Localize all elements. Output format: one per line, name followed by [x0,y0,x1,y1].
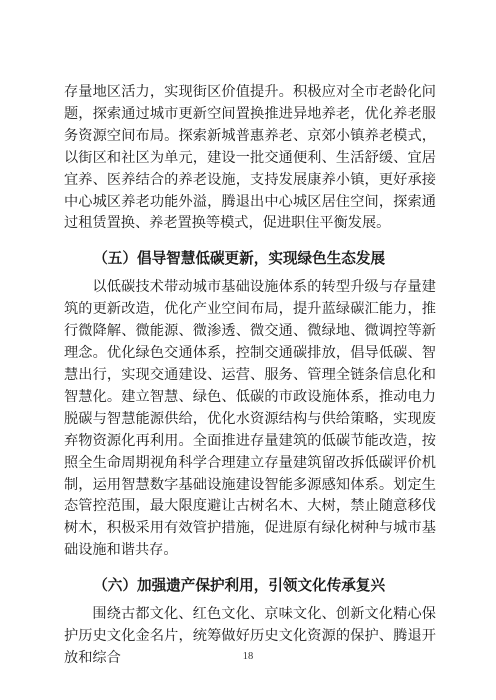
paragraph-heritage: 围绕古都文化、红色文化、京味文化、创新文化精心保护历史文化金名片，统筹做好历史文化资源的保护、腾退开放和综合 [64,606,436,666]
section-heading-6: （六）加强遗产保护利用，引领文化传承复兴 [93,577,386,595]
section-heading-5: （五）倡导智慧低碳更新，实现绿色生态发展 [93,250,386,268]
page-number: 18 [242,651,254,662]
page-body [64,82,436,670]
paragraph-low-carbon: 以低碳技术带动城市基础设施体系的转型升级与存量建筑的更新改造，优化产业空间布局，提升蓝绿碳汇能力，推行微降解、微能源、微渗透、微交通、微绿地、微调控等新理念。优化绿色交通体系，控制交通碳排放，倡导低碳、智慧出行，实现交通建设、运营、服务、管理全链条信息化和智慧化。建立智慧、绿色、低碳的市政设施体系，推动电力脱碳与智慧能源供给，优化水资源结构与供给策略，实现废弃物资源化再利用。全面推进存量建筑的低碳节能改造，按照全生命周期视角科学合理建立存量建筑留改拆低碳评价机制，运用智慧数字基础设施建设智能多源感知体系。划定生态管控范围，最大限度避让古树名木、大树，禁止随意移伐树木，积极采用有效管护措施，促进原有绿化树种与城市基础设施和谐共存。 [64,279,436,559]
paragraph-elderly-care: 存量地区活力，实现街区价值提升。积极应对全市老龄化问题，探索通过城市更新空间置换推进异地养老，优化养老服务资源空间布局。探索新城普惠养老、京郊小镇养老模式，以街区和社区为单元，建设一批交通便利、生活舒缓、宜居宜养、医养结合的养老设施，支持发展康养小镇，更好承接中心城区养老功能外溢，腾退出中心城区居住空间，探索通过租赁置换、养老置换等模式，促进职住平衡发展。 [64,84,436,232]
